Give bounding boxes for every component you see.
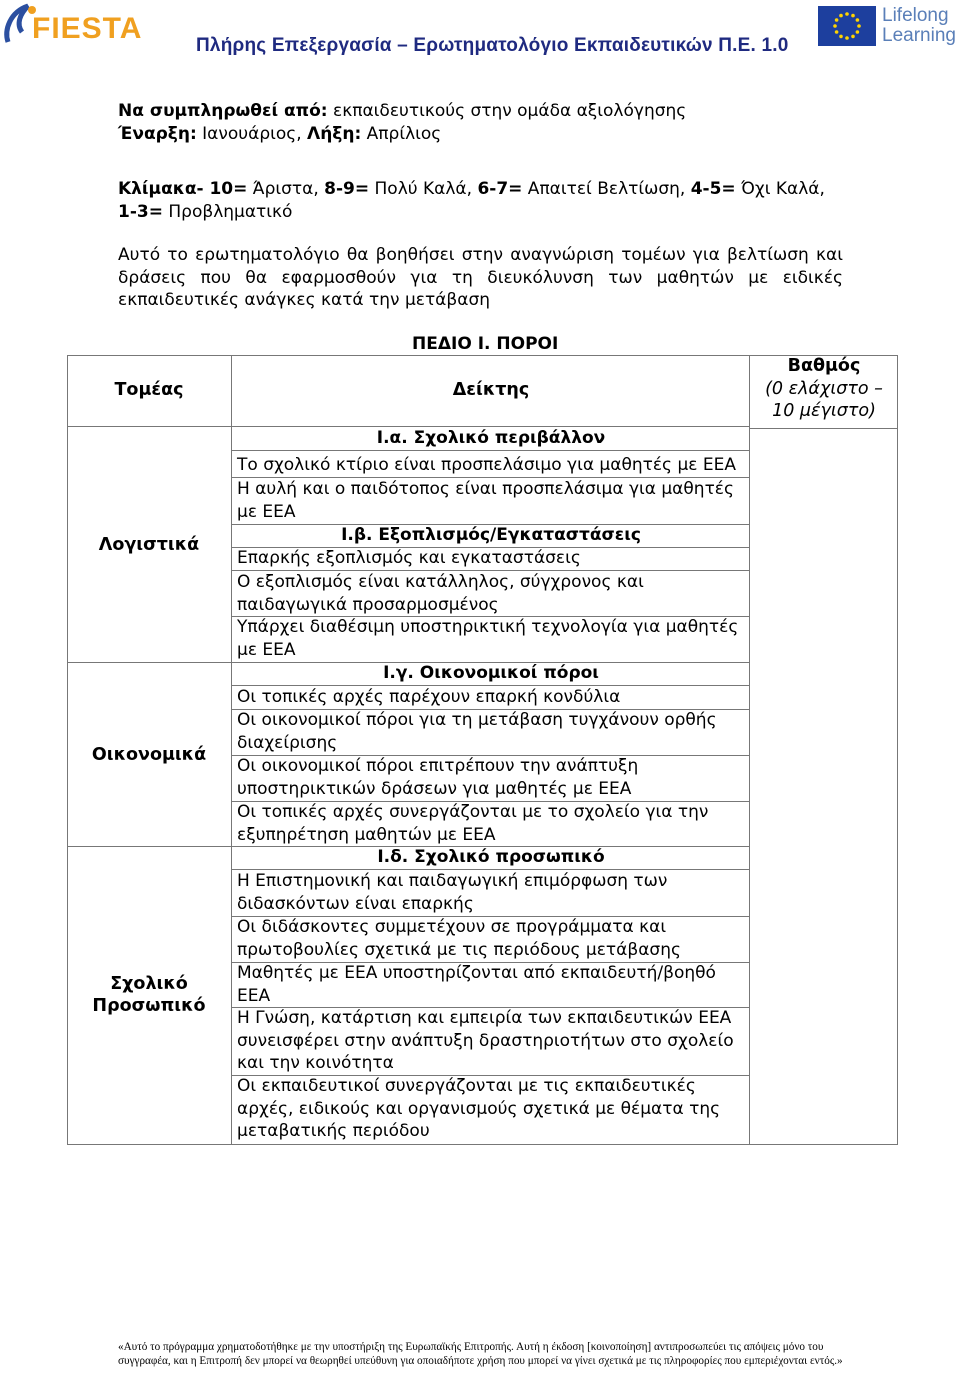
end-value: Απρίλιος bbox=[361, 123, 442, 144]
col-grade-header bbox=[750, 355, 898, 423]
indicator-row: Το σχολικό κτίριο είναι προσπελάσιμο για μαθητές με ΕΕΑ bbox=[232, 454, 750, 478]
fiesta-logo-text: FIESTA bbox=[32, 12, 143, 45]
logo-line-2: Learning bbox=[882, 25, 956, 46]
scale-10: Άριστα, bbox=[247, 179, 325, 199]
indicator-row: Οι εκπαιδευτικοί συνεργάζονται με τις εκπαιδευτικές αρχές, ειδικούς και οργανισμούς σχετικά με θέματα της μεταβατικής περιόδου bbox=[237, 1076, 721, 1142]
subheading-row: Ι.γ. Οικονομικοί πόροι bbox=[232, 662, 750, 686]
col-indicator-header: Δείκτης bbox=[452, 380, 530, 400]
indicator-row: Οι οικονομικοί πόροι για τη μετάβαση τυγχάνουν ορθής διαχείρισης bbox=[232, 709, 750, 756]
fill-by-label: Να συμπληρωθεί από: bbox=[118, 101, 328, 121]
grade-header-title: Βαθμός bbox=[787, 356, 861, 376]
indicator-row: Η αυλή και ο παιδότοπος είναι προσπελάσιμα για μαθητές με ΕΕΑ bbox=[232, 478, 750, 525]
end-label: Λήξη: bbox=[307, 123, 362, 144]
scale-45-label: 4-5= bbox=[690, 179, 736, 199]
sector-divider-1 bbox=[67, 662, 232, 663]
lifelong-learning-text bbox=[882, 6, 956, 46]
scale-89: Πολύ Καλά, bbox=[369, 179, 478, 199]
scale-legend bbox=[118, 178, 843, 223]
indicator-row: Υπάρχει διαθέσιμη υποστηρικτική τεχνολογία για μαθητές με ΕΕΑ bbox=[232, 616, 750, 663]
col-sector-header: Τομέας bbox=[114, 380, 184, 400]
indicator-row: Μαθητές με ΕΕΑ υποστηρίζονται από εκπαιδευτή/βοηθό ΕΕΑ bbox=[232, 962, 750, 1008]
indicator-row: Επαρκής εξοπλισμός και εγκαταστάσεις bbox=[232, 547, 750, 571]
intro-description: Αυτό το ερωτηματολόγιο θα βοηθήσει στην αναγνώριση τομέων για βελτίωση και δράσεις που θα εφαρμοσθούν για τη διευκόλυνση των μαθητών με ειδικές εκπαιδευτικές ανάγκες κατά την μετάβαση bbox=[118, 245, 843, 310]
page-header bbox=[0, 0, 960, 70]
scale-67-label: 6-7= bbox=[477, 179, 523, 199]
indicator-row: Οι τοπικές αρχές παρέχουν επαρκή κονδύλια bbox=[232, 686, 750, 710]
subheading-row: Ι.β. Εξοπλισμός/Εγκαταστάσεις bbox=[232, 524, 750, 548]
eu-flag-icon bbox=[818, 6, 876, 46]
start-label: Έναρξη: bbox=[118, 123, 197, 144]
fiesta-logo bbox=[2, 2, 152, 50]
indicator-row: Η Γνώση, κατάρτιση και εμπειρία των εκπαιδευτικών ΕΕΑ συνεισφέρει στην ανάπτυξη δραστηριοτήτων στο σχολείο και την κοινότητα bbox=[232, 1007, 750, 1076]
subheading-row: Ι.δ. Σχολικό προσωπικό bbox=[232, 846, 750, 870]
scale-label: Κλίμακα- 10= bbox=[118, 179, 248, 199]
logo-line-1: Lifelong bbox=[882, 5, 949, 26]
indicator-row: Οι διδάσκοντες συμμετέχουν σε προγράμματα και πρωτοβουλίες σχετικά με τις περιόδους μετάβασης bbox=[232, 916, 750, 963]
footer-disclaimer: «Αυτό το πρόγραμμα χρηματοδοτήθηκε με την υποστήριξη της Ευρωπαϊκής Επιτροπής. Αυτή η έκδοση [κοινοποίηση] αντιπροσωπεύει τις απόψεις μόνο του συγγραφέα, και η Επιτροπή δεν μπορεί να θεωρηθεί υπεύθυνη για οποιαδήποτε χρήση που μπορεί να γίνει σχετικά με τις πληροφορίες που εμπεριέχονται εντός.» bbox=[118, 1341, 843, 1367]
scale-13: Προβληματικό bbox=[162, 201, 293, 222]
sector-school-staff-2: Προσωπικό bbox=[92, 996, 206, 1016]
lifelong-learning-logo bbox=[818, 4, 958, 50]
indicator-row: Οι οικονομικοί πόροι επιτρέπουν την ανάπτυξη υποστηρικτικών δράσεων για μαθητές με ΕΕΑ bbox=[232, 755, 750, 802]
document-title: Πλήρης Επεξεργασία – Ερωτηματολόγιο Εκπαιδευτικών Π.Ε. 1.0 bbox=[196, 35, 789, 56]
scale-67: Απαιτεί Βελτίωση, bbox=[522, 179, 691, 199]
sector-divider-2 bbox=[67, 846, 232, 847]
dates-line bbox=[118, 123, 843, 146]
sector-financial: Οικονομικά bbox=[91, 745, 207, 765]
scale-45: Όχι Καλά, bbox=[735, 179, 825, 199]
subheading-row: Ι.α. Σχολικό περιβάλλον bbox=[232, 427, 750, 451]
indicator-row: Οι τοπικές αρχές συνεργάζονται με το σχολείο για την εξυπηρέτηση μαθητών με ΕΕΑ bbox=[232, 801, 750, 847]
sector-school-staff-1: Σχολικό bbox=[110, 974, 188, 994]
grade-header-divider bbox=[749, 428, 898, 429]
fill-by-value: εκπαιδευτικούς στην ομάδα αξιολόγησης bbox=[327, 101, 687, 121]
grade-header-min: (0 ελάχιστο – bbox=[765, 378, 883, 399]
sector-logistics: Λογιστικά bbox=[98, 535, 200, 555]
scale-89-label: 8-9= bbox=[324, 179, 370, 199]
scale-13-label: 1-3= bbox=[118, 201, 163, 222]
grade-header-max: 10 μέγιστο) bbox=[772, 401, 876, 422]
indicator-row: Η Επιστημονική και παιδαγωγική επιμόρφωση των διδασκόντων είναι επαρκής bbox=[232, 870, 750, 917]
start-value: Ιανουάριος, bbox=[196, 123, 308, 144]
fill-by-line bbox=[118, 100, 843, 123]
field-title: ΠΕΔΙΟ Ι. ΠΟΡΟΙ bbox=[412, 334, 559, 354]
indicator-row: Ο εξοπλισμός είναι κατάλληλος, σύγχρονος και παιδαγωγικά προσαρμοσμένος bbox=[232, 571, 750, 617]
intro-fill-info bbox=[118, 100, 843, 145]
